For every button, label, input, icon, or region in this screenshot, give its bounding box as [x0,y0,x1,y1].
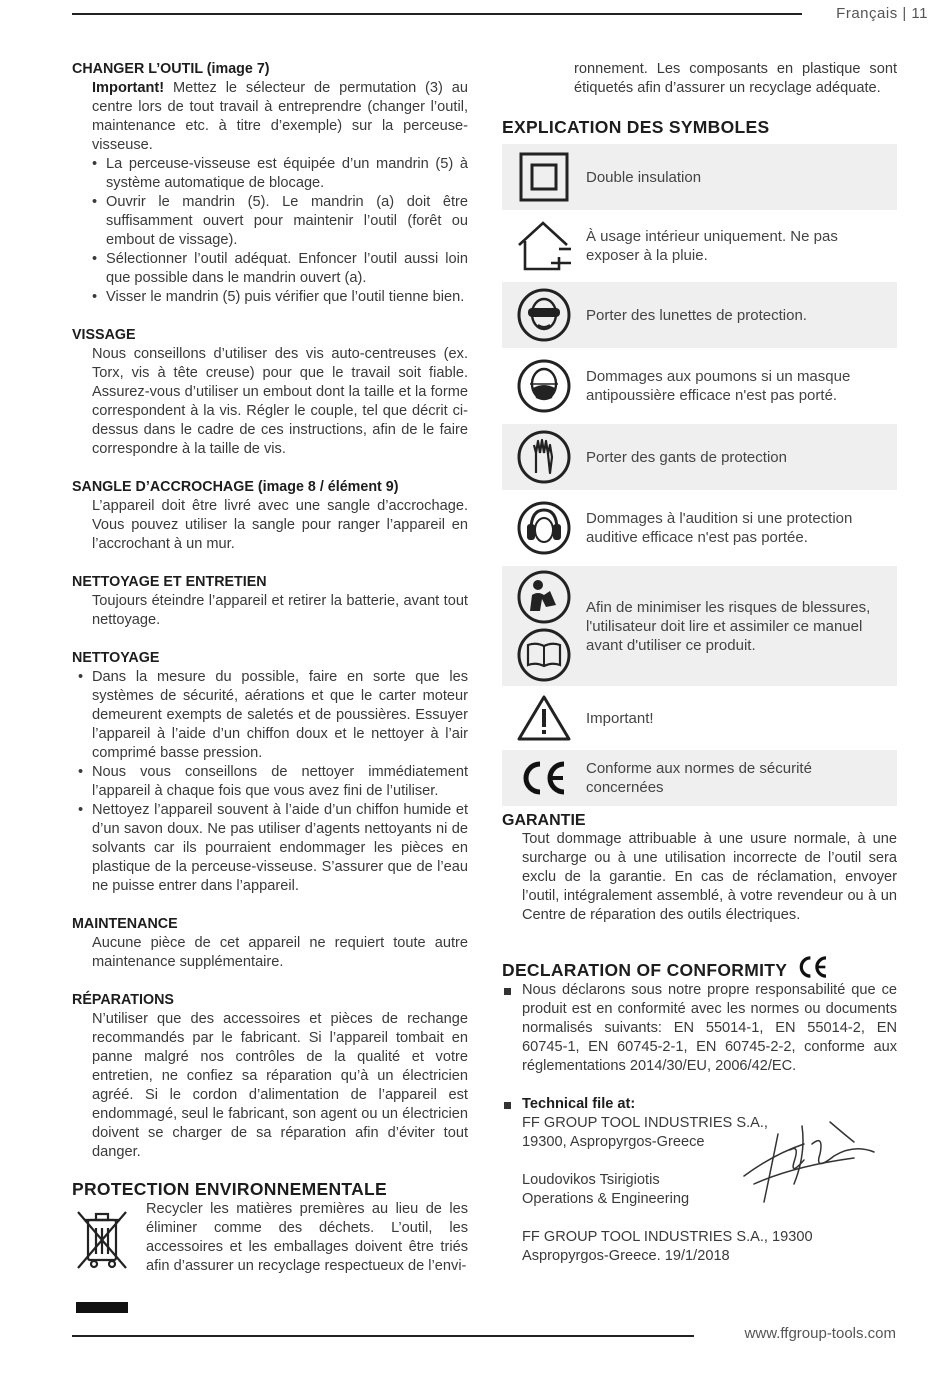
important-label: Important! [92,80,165,96]
symbol-row [502,424,897,490]
symbol-row [502,215,897,277]
symbol-row [502,495,897,561]
symbol-row [502,144,897,210]
symbol-description: Dommages à l'audition si une protection auditive efficace n'est pas portée. [586,510,853,546]
signatory-name: Loudovikos Tsirigiotis [522,1172,660,1188]
symbol-row [502,282,897,348]
reading-person-icon [516,569,572,625]
company-address: 19300, Aspropyrgos-Greece [522,1134,705,1150]
declaration-list [502,981,897,1076]
signatory-role: Operations & Engineering [522,1191,690,1207]
list-item: • Sélectionner l’outil adéquat. Enfoncer l’outil aussi loin que possible dans le mandrin ouvert (a). [72,250,468,288]
section-title-warranty: GARANTIE [502,812,586,829]
declaration-heading [502,959,897,981]
symbol-description: Important! [586,709,654,727]
symbol-description: Porter des gants de protection [586,448,787,466]
technical-file-list [502,1095,897,1114]
section-title-maintenance: MAINTENANCE [72,916,178,932]
footer-rule [72,1335,694,1337]
symbol-description: Afin de minimiser les risques de blessures, l'utilisateur doit lire et assimiler ce manuel avant d'utiliser ce produit. [586,598,871,654]
left-column [72,60,468,1276]
signature-image [734,1114,884,1204]
warning-icon [516,694,572,742]
ce-mark-icon [795,954,831,980]
symbol-row [502,353,897,419]
weee-bin-icon [72,1204,132,1316]
maintenance-text: Aucune pièce de cet appareil ne requiert toute autre maintenance supplémentaire. [92,935,468,970]
company-name-2: FF GROUP TOOL INDUSTRIES S.A., 19300 [522,1229,813,1245]
read-manual-icon [516,627,572,683]
double-insulation-icon [518,151,570,203]
technical-file-label: Technical file at: [522,1096,636,1112]
list-item: • La perceuse-visseuse est équipée d’un mandrin (5) à système automatique de blocage. [72,155,468,193]
list-item: • Dans la mesure du possible, faire en sorte que les systèmes de sécurité, aérations et que le carter moteur demeurent exempts de saletés et de poussières. Essuyer l’appareil à l’aide d’un chiffon doux et le nettoyer à l’air comprimé basse pression. [72,668,468,763]
section-title-declaration: DECLARATION OF CONFORMITY [502,960,788,980]
symbol-description: Conforme aux normes de sécurité concernées [586,760,812,796]
important-paragraph [72,79,468,155]
environment-text-continued: ronnement. Les composants en plastique sont étiquetés afin d’assurer un recyclage adéquate. [574,61,897,96]
symbol-description: Dommages aux poumons si un masque antipoussière efficace n'est pas porté. [586,368,851,404]
screwing-text: Nous conseillons d’utiliser des vis auto-centreuses (ex. Torx, vis à tête creuse) pour que le travail soit fiable. Assurez-vous d’utiliser un embout dont la taille et la forme correspondent à la vis. Régler le couple, tel que décrit ci-dessus dans le cadre de ces instructions, afin de le faire correspondre à la taille de vis. [92,346,468,457]
environment-text: Recycler les matières premières au lieu de les éliminer comme des déchets. L’outil, les accessoires et les emballages doivent être triés afin d’assurer un recyclage respectueux de l’envi- [146,1201,468,1274]
section-title-environment: PROTECTION ENVIRONNEMENTALE [72,1179,388,1199]
symbol-description: À usage intérieur uniquement. Ne pas exposer à la pluie. [586,228,838,264]
repairs-text: N’utiliser que des accessoires et pièces de rechange recommandés par le fabricant. Si l’appareil tombait en panne malgré nos contrôles de la qualité et votre entretien, ne confiez sa réparation qu’à un électricien agréé. Si le cordon d’alimentation de l’appareil est endommagé, seul le fabricant, son agent ou un électricien doivent se charger de sa réparation afin d’éviter tout danger. [92,1011,468,1160]
symbol-row [502,750,897,806]
gloves-icon [516,429,572,485]
safety-goggles-icon [516,287,572,343]
section-title-screwing: VISSAGE [72,327,136,343]
strap-text: L’appareil doit être livré avec une sangle d’accrochage. Vous pouvez utiliser la sangle pour ranger l’appareil en l’accrochant à un mur. [92,498,468,552]
technical-file-block [502,1114,897,1266]
section-title-strap: SANGLE D’ACCROCHAGE (image 8 / élément 9) [72,479,399,495]
section-title-change-tool: CHANGER L’OUTIL (image 7) [72,61,270,77]
section-title-symbols: EXPLICATION DES SYMBOLES [502,117,770,137]
list-item: • Visser le mandrin (5) puis vérifier que l’outil tienne bien. [72,288,468,307]
symbol-description: Porter des lunettes de protection. [586,306,807,324]
company-name: FF GROUP TOOL INDUSTRIES S.A., [522,1115,768,1131]
section-title-cleaning-maintenance: NETTOYAGE ET ENTRETIEN [72,574,267,590]
symbol-row [502,566,897,686]
symbol-row [502,691,897,745]
change-tool-list [72,155,468,307]
section-title-repairs: RÉPARATIONS [72,992,174,1008]
ear-protection-icon [516,500,572,556]
header-rule [72,13,802,15]
dust-mask-icon [516,358,572,414]
symbols-table [502,144,897,806]
section-title-cleaning: NETTOYAGE [72,650,160,666]
warranty-text: Tout dommage attribuable à une usure normale, à une surcharge ou à une utilisation incorrecte de l’outil sera exclu de la garantie. En cas de réclamation, envoyer l’outil, intégralement assemblé, à votre revendeur ou à un Centre de réparation des outils électriques. [522,831,897,923]
symbol-description: Double insulation [586,168,702,186]
list-item: • Nettoyez l’appareil souvent à l’aide d’un chiffon humide et d’un savon doux. Ne pas utiliser d’agents nettoyants ni de solvants car ils pourraient endommager les pièces en plastique de la perceuse-visseuse. S’assurer que de l’eau ne puisse entrer dans l’appareil. [72,801,468,896]
page-label: Français | 11 [836,5,928,22]
company-address-2: Aspropyrgos-Greece. 19/1/2018 [522,1248,730,1264]
ce-mark-icon [518,758,570,798]
list-item [502,1095,897,1114]
footer-website: www.ffgroup-tools.com [744,1325,896,1342]
list-item: • Ouvrir le mandrin (5). Le mandrin (a) doit être suffisamment ouvert pour maintenir l’outil (forêt ou embout de vissage). [72,193,468,250]
declaration-text: Nous déclarons sous notre propre responsabilité que ce produit est en conformité avec les normes ou documents normalisés suivants: EN 55014-1, EN 55014-2, EN 60745-1, EN 60745-2-1, EN 60745-2-2, conforme aux réglementations 2014/30/EU, 2006/42/EC. [502,981,897,1076]
cleaning-list [72,668,468,896]
right-column [502,60,897,1266]
list-item: • Nous vous conseillons de nettoyer immédiatement l’appareil à chaque fois que vous avez fini de l’utiliser. [72,763,468,801]
environment-block [72,1200,468,1276]
cleaning-maintenance-text: Toujours éteindre l’appareil et retirer la batterie, avant tout nettoyage. [92,593,468,628]
indoor-use-icon [515,219,573,273]
important-text: Mettez le sélecteur de permutation (3) au centre lors de tout travail à entreprendre (changer l’outil, maintenance etc. à titre d’exemple) sur la perceuse-visseuse. [92,80,468,153]
